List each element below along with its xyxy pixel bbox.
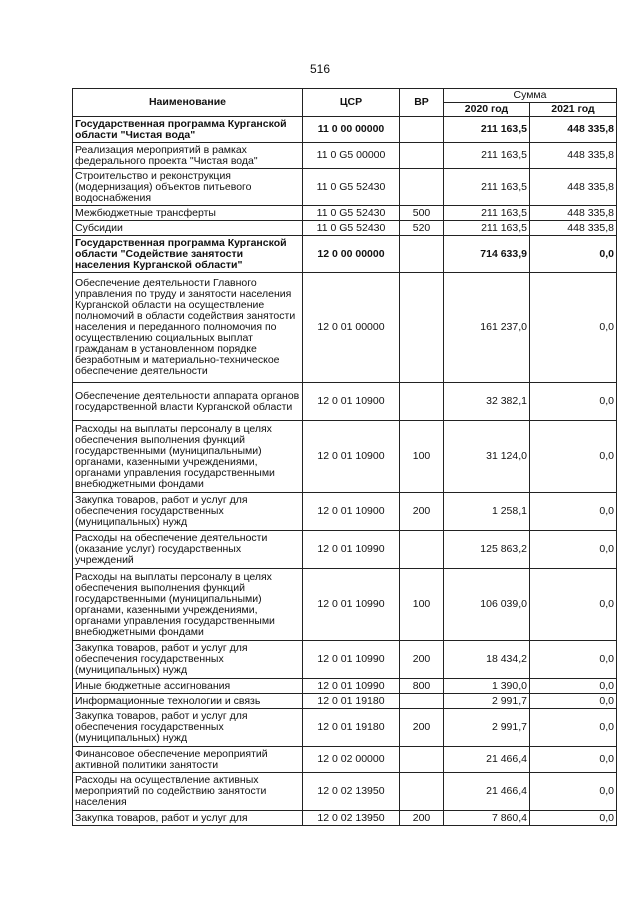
row-sum-2020-cell: 32 382,1	[444, 383, 530, 421]
row-vr-cell	[400, 383, 444, 421]
row-vr-cell	[400, 169, 444, 206]
table-row	[73, 569, 617, 641]
row-vr-cell: 200	[400, 811, 444, 826]
row-csr-cell: 12 0 00 00000	[303, 236, 400, 273]
row-sum-2021-cell: 0,0	[530, 236, 617, 273]
table-row	[73, 236, 617, 273]
table-row	[73, 709, 617, 747]
row-csr-cell: 11 0 00 00000	[303, 117, 400, 143]
row-name-cell: Реализация мероприятий в рамках федерального проекта "Чистая вода"	[73, 143, 303, 169]
row-sum-2021-cell: 448 335,8	[530, 221, 617, 236]
row-sum-2021-cell: 448 335,8	[530, 169, 617, 206]
row-sum-2021-cell: 0,0	[530, 493, 617, 531]
row-sum-2020-cell: 2 991,7	[444, 709, 530, 747]
row-name-cell: Обеспечение деятельности аппарата органов государственной власти Курганской области	[73, 383, 303, 421]
row-vr-cell: 500	[400, 206, 444, 221]
row-name-cell: Финансовое обеспечение мероприятий активной политики занятости	[73, 747, 303, 773]
row-vr-cell	[400, 236, 444, 273]
row-name-cell: Субсидии	[73, 221, 303, 236]
row-vr-cell	[400, 143, 444, 169]
table-row	[73, 694, 617, 709]
column-header-csr: ЦСР	[303, 89, 400, 117]
row-sum-2020-cell: 21 466,4	[444, 747, 530, 773]
row-sum-2021-cell: 0,0	[530, 531, 617, 569]
row-csr-cell: 11 0 G5 52430	[303, 206, 400, 221]
row-name-cell: Расходы на выплаты персоналу в целях обеспечения выполнения функций государственными (муниципальными) органами, казенными учреждениями, органами управления государственными внебюджетными фондами	[73, 421, 303, 493]
row-vr-cell	[400, 747, 444, 773]
row-csr-cell: 12 0 02 13950	[303, 773, 400, 811]
row-sum-2021-cell: 448 335,8	[530, 117, 617, 143]
row-csr-cell: 12 0 01 10900	[303, 493, 400, 531]
row-name-cell: Государственная программа Курганской области "Чистая вода"	[73, 117, 303, 143]
table-row	[73, 679, 617, 694]
row-sum-2021-cell: 0,0	[530, 811, 617, 826]
row-sum-2020-cell: 1 258,1	[444, 493, 530, 531]
row-name-cell: Закупка товаров, работ и услуг для	[73, 811, 303, 826]
row-sum-2020-cell: 714 633,9	[444, 236, 530, 273]
row-sum-2021-cell: 0,0	[530, 679, 617, 694]
row-name-cell: Закупка товаров, работ и услуг для обеспечения государственных (муниципальных) нужд	[73, 493, 303, 531]
row-csr-cell: 12 0 01 10990	[303, 569, 400, 641]
row-name-cell: Расходы на выплаты персоналу в целях обеспечения выполнения функций государственными (муниципальными) органами, казенными учреждениями, органами управления государственными внебюджетными фондами	[73, 569, 303, 641]
row-csr-cell: 11 0 G5 52430	[303, 221, 400, 236]
row-name-cell: Обеспечение деятельности Главного управления по труду и занятости населения Курганской области на осуществление полномочий в области содействия занятости населения и переданного полномочия по осуществлению социальных выплат гражданам в установленном порядке безработным и материально-техническое обеспечение деятельности	[73, 273, 303, 383]
table-row	[73, 421, 617, 493]
column-header-2020: 2020 год	[444, 103, 530, 117]
column-header-vr: ВР	[400, 89, 444, 117]
row-name-cell: Закупка товаров, работ и услуг для обеспечения государственных (муниципальных) нужд	[73, 641, 303, 679]
row-vr-cell	[400, 694, 444, 709]
row-vr-cell: 520	[400, 221, 444, 236]
row-csr-cell: 12 0 02 13950	[303, 811, 400, 826]
row-vr-cell	[400, 117, 444, 143]
row-csr-cell: 12 0 01 10900	[303, 383, 400, 421]
row-vr-cell	[400, 773, 444, 811]
row-sum-2021-cell: 0,0	[530, 641, 617, 679]
row-name-cell: Информационные технологии и связь	[73, 694, 303, 709]
row-vr-cell	[400, 273, 444, 383]
table-body	[73, 117, 617, 826]
row-name-cell: Межбюджетные трансферты	[73, 206, 303, 221]
row-csr-cell: 12 0 01 10990	[303, 641, 400, 679]
row-name-cell: Строительство и реконструкция (модернизация) объектов питьевого водоснабжения	[73, 169, 303, 206]
table-row	[73, 383, 617, 421]
page-number: 516	[309, 62, 331, 76]
row-sum-2020-cell: 211 163,5	[444, 117, 530, 143]
row-sum-2020-cell: 7 860,4	[444, 811, 530, 826]
table-row	[73, 117, 617, 143]
row-sum-2020-cell: 211 163,5	[444, 221, 530, 236]
table-header-row	[73, 89, 617, 103]
row-name-cell: Закупка товаров, работ и услуг для обеспечения государственных (муниципальных) нужд	[73, 709, 303, 747]
table-row	[73, 531, 617, 569]
table-row	[73, 811, 617, 826]
row-vr-cell	[400, 531, 444, 569]
row-vr-cell: 100	[400, 569, 444, 641]
row-sum-2021-cell: 448 335,8	[530, 206, 617, 221]
row-csr-cell: 12 0 01 10900	[303, 421, 400, 493]
row-sum-2021-cell: 0,0	[530, 694, 617, 709]
row-csr-cell: 12 0 01 10990	[303, 531, 400, 569]
row-sum-2020-cell: 31 124,0	[444, 421, 530, 493]
table-row	[73, 493, 617, 531]
row-sum-2021-cell: 0,0	[530, 709, 617, 747]
row-sum-2020-cell: 211 163,5	[444, 143, 530, 169]
row-sum-2021-cell: 0,0	[530, 421, 617, 493]
row-sum-2021-cell: 0,0	[530, 273, 617, 383]
row-vr-cell: 100	[400, 421, 444, 493]
row-sum-2021-cell: 0,0	[530, 383, 617, 421]
row-csr-cell: 12 0 01 10990	[303, 679, 400, 694]
table-row	[73, 221, 617, 236]
row-sum-2021-cell: 0,0	[530, 747, 617, 773]
row-csr-cell: 12 0 01 19180	[303, 694, 400, 709]
table-row	[73, 143, 617, 169]
row-sum-2021-cell: 0,0	[530, 569, 617, 641]
row-vr-cell: 200	[400, 709, 444, 747]
row-csr-cell: 12 0 01 19180	[303, 709, 400, 747]
row-name-cell: Государственная программа Курганской области "Содействие занятости населения Курганской области"	[73, 236, 303, 273]
row-name-cell: Расходы на обеспечение деятельности (оказание услуг) государственных учреждений	[73, 531, 303, 569]
table-row	[73, 169, 617, 206]
row-sum-2020-cell: 1 390,0	[444, 679, 530, 694]
row-vr-cell: 800	[400, 679, 444, 694]
row-csr-cell: 11 0 G5 00000	[303, 143, 400, 169]
row-sum-2020-cell: 21 466,4	[444, 773, 530, 811]
row-sum-2020-cell: 18 434,2	[444, 641, 530, 679]
budget-table	[72, 88, 617, 826]
row-csr-cell: 12 0 01 00000	[303, 273, 400, 383]
row-sum-2020-cell: 2 991,7	[444, 694, 530, 709]
row-sum-2020-cell: 211 163,5	[444, 206, 530, 221]
row-sum-2020-cell: 161 237,0	[444, 273, 530, 383]
row-csr-cell: 11 0 G5 52430	[303, 169, 400, 206]
table-row	[73, 747, 617, 773]
row-sum-2020-cell: 106 039,0	[444, 569, 530, 641]
table-row	[73, 641, 617, 679]
column-header-name: Наименование	[73, 89, 303, 117]
row-sum-2020-cell: 211 163,5	[444, 169, 530, 206]
row-name-cell: Расходы на осуществление активных мероприятий по содействию занятости населения	[73, 773, 303, 811]
row-vr-cell: 200	[400, 641, 444, 679]
table-row	[73, 773, 617, 811]
row-sum-2021-cell: 0,0	[530, 773, 617, 811]
column-header-2021: 2021 год	[530, 103, 617, 117]
row-sum-2020-cell: 125 863,2	[444, 531, 530, 569]
row-name-cell: Иные бюджетные ассигнования	[73, 679, 303, 694]
row-vr-cell: 200	[400, 493, 444, 531]
table-row	[73, 206, 617, 221]
row-sum-2021-cell: 448 335,8	[530, 143, 617, 169]
row-csr-cell: 12 0 02 00000	[303, 747, 400, 773]
table-row	[73, 273, 617, 383]
column-header-sum: Сумма	[444, 89, 617, 103]
